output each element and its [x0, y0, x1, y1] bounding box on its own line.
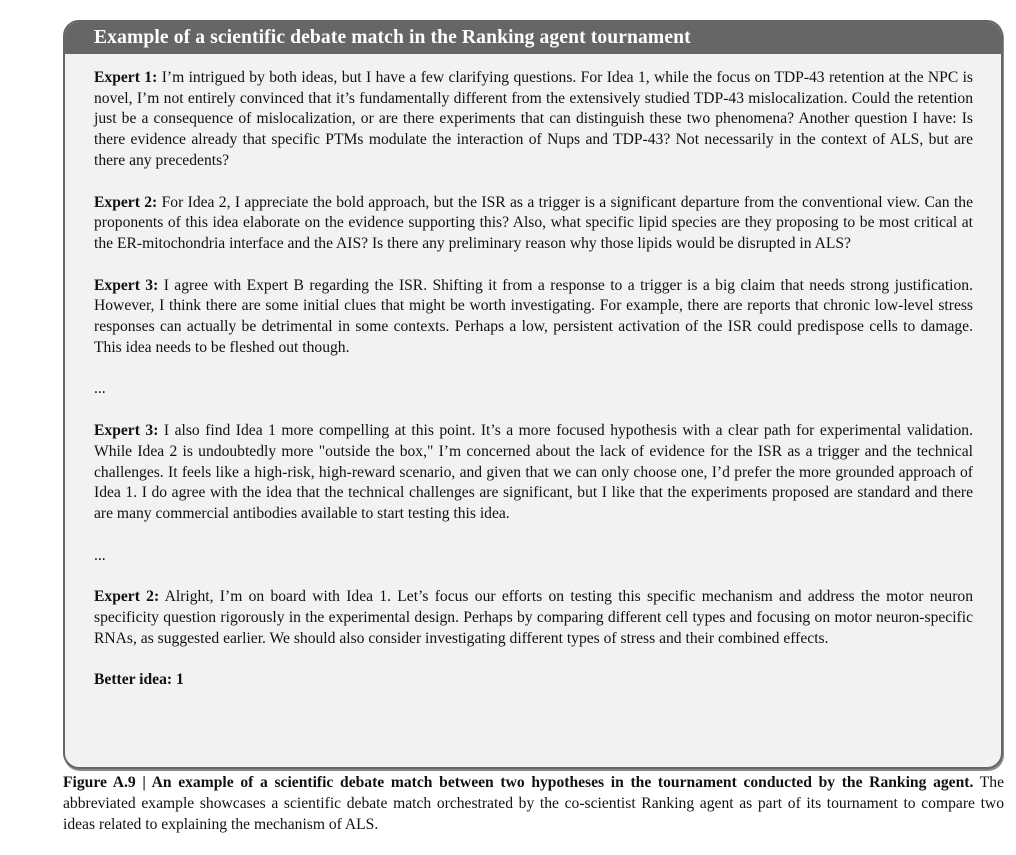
speaker-label: Expert 3: [94, 276, 159, 294]
debate-entry [94, 68, 973, 172]
entry-text: I’m intrigued by both ideas, but I have a few clarifying questions. For Idea 1, while the focus on TDP-43 retention at the NPC is novel, I’m not entirely convinced that it’s fundamentally different from the extensively studied TDP-43 mislocalization. Could the retention just be a consequence of mislocalization, or are there experiments that can distinguish these two phenomena? Another question I have: Is there evidence already that specific PTMs modulate the interaction of Nups and TDP-43? Not necessarily in the context of ALS, but are there any precedents? [94, 69, 974, 169]
debate-entry [94, 193, 973, 255]
debate-entry [94, 587, 973, 649]
entry-text: I agree with Expert B regarding the ISR. Shifting it from a response to a trigger is a big claim that needs strong justification. However, I think there are some initial clues that might be worth investigating. For example, there are reports that chronic low-level stress responses can actually be detrimental in some contexts. Perhaps a low, persistent activation of the ISR could predispose cells to damage. This idea needs to be fleshed out though. [94, 276, 973, 356]
caption-title: Figure A.9 | An example of a scientific debate match between two hypotheses in the tournament conducted by the Ranking agent. [63, 774, 974, 791]
box-body [65, 54, 1001, 691]
entry-text: I also find Idea 1 more compelling at this point. It’s a more focused hypothesis with a clear path for experimental validation. While Idea 2 is undoubtedly more "outside the box," I’m concerned about the lack of evidence for the ISR as a trigger and the technical challenges. It feels like a high-risk, high-reward scenario, and given that we can only choose one, I’d prefer the more grounded approach of Idea 1. I do agree with the idea that the technical challenges are significant, but I like that the experiments proposed are standard and there are many commercial antibodies available to start testing this idea. [94, 422, 973, 522]
figure-caption [63, 773, 1004, 835]
debate-entry [94, 421, 973, 525]
debate-entry [94, 276, 973, 359]
debate-example-box [63, 20, 1003, 769]
speaker-label: Expert 2: [94, 193, 158, 211]
speaker-label: Expert 3: [94, 422, 159, 440]
omission-ellipsis: ... [94, 380, 106, 398]
verdict-line: Better idea: 1 [94, 671, 184, 689]
omission-ellipsis: ... [94, 546, 106, 564]
box-header [65, 22, 1001, 54]
entry-text: For Idea 2, I appreciate the bold approach, but the ISR as a trigger is a significant departure from the conventional view. Can the proponents of this idea elaborate on the evidence supporting this? Also, what specific lipid species are they proposing to be most critical at the ER-mitochondria interface and the AIS? Is there any preliminary reason why those lipids would be disrupted in ALS? [94, 193, 973, 252]
entry-text: Alright, I’m on board with Idea 1. Let’s focus our efforts on testing this specific mechanism and address the motor neuron specificity question rigorously in the experimental design. Perhaps by comparing different cell types and focusing on motor neuron-specific RNAs, as suggested earlier. We should also consider investigating different types of stress and their combined effects. [94, 588, 974, 647]
box-title: Example of a scientific debate match in the Ranking agent tournament [94, 26, 691, 48]
caption-text: The abbreviated example showcases a scientific debate match orchestrated by the co-scientist Ranking agent as part of its tournament to compare two ideas related to explaining the mechanism of ALS. [63, 774, 1004, 833]
speaker-label: Expert 1: [94, 69, 158, 86]
speaker-label: Expert 2: [94, 588, 160, 606]
